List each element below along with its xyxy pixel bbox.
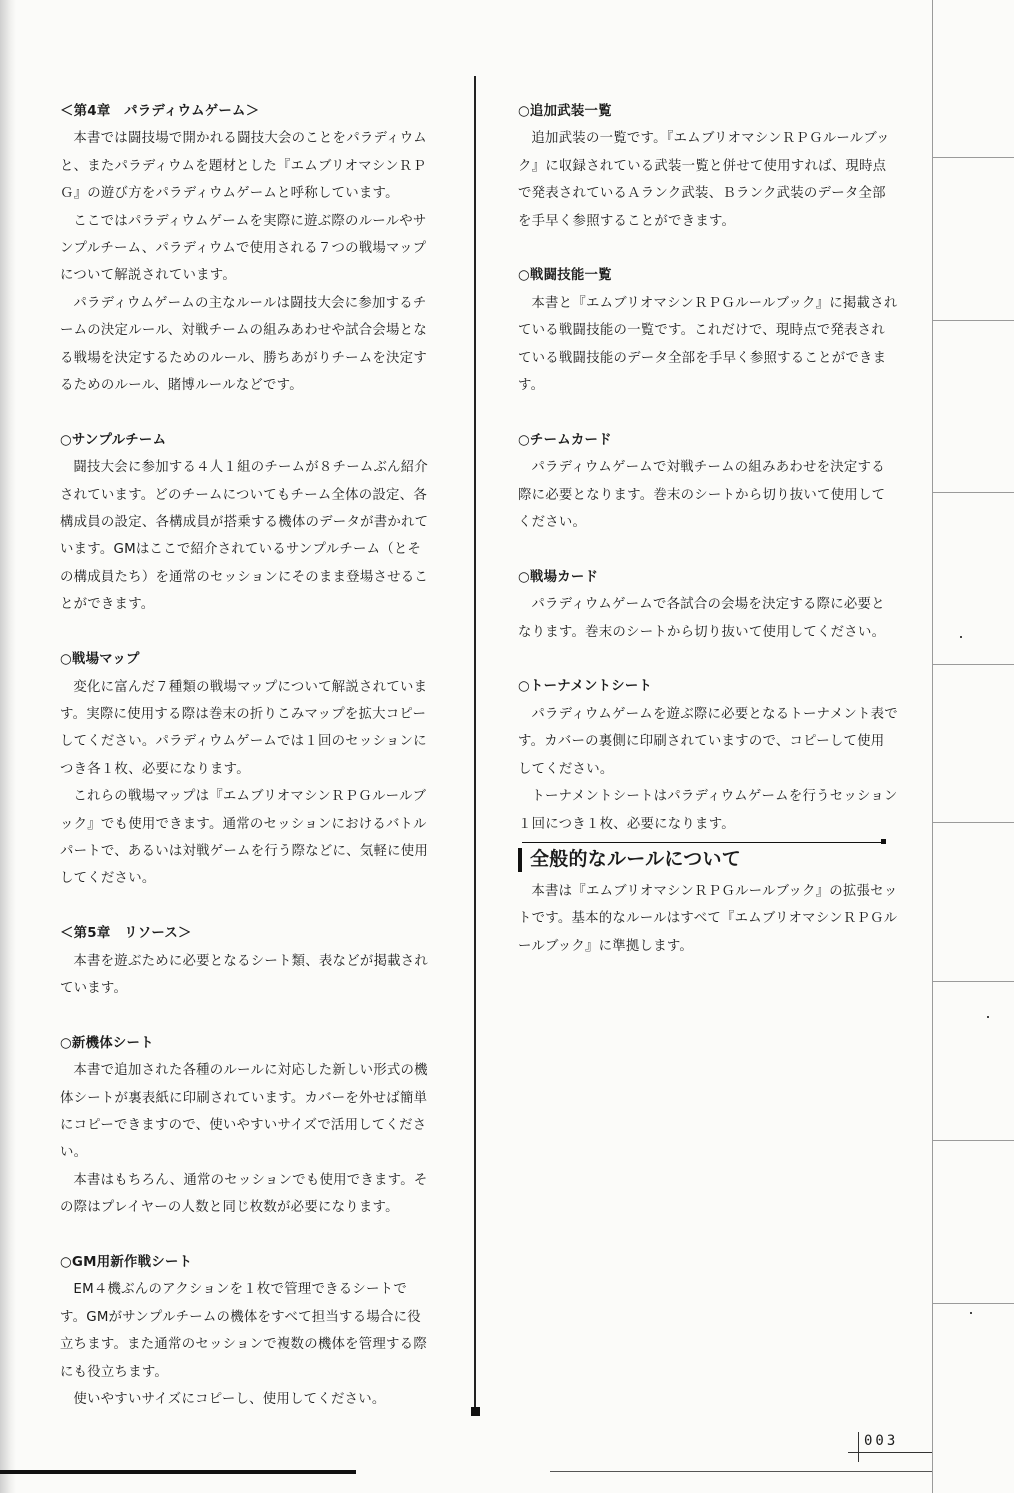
paragraph: ここではパラディウムゲームを実際に遊ぶ際のルールやサンプルチーム、パラディウムで使用される７つの戦場マップについて解説されています。 — [60, 213, 427, 284]
section-title — [518, 842, 898, 876]
paragraph: 追加武装の一覧です。『エムブリオマシンＲＰＧルールブック』に収録されている武装一覧と併せて使用すれば、現時点で発表されているＡランク武装、Ｂランク武装のデータ全部を手早く参照することができます。 — [518, 131, 890, 229]
paragraph: 本書はもちろん、通常のセッションでも使用できます。その際はプレイヤーの人数と同じ枚数が必要になります。 — [60, 1172, 428, 1216]
paragraph: これらの戦場マップは『エムブリオマシンＲＰＧルールブック』でも使用できます。通常のセッションにおけるバトルパートで、あるいは対戦ゲームを行う際などに、気軽に使用してください。 — [60, 789, 429, 887]
paragraph-gap — [60, 1222, 432, 1249]
paragraph: 変化に富んだ７種類の戦場マップについて解説されています。実際に使用する際は巻末の折りこみマップを拡大コピーしてください。パラディウムゲームでは１回のセッションにつき各１枚、必要になります。 — [60, 679, 428, 777]
paragraph-gap — [518, 646, 898, 673]
scan-edge-shadow — [0, 0, 16, 1493]
scan-speck — [970, 1312, 972, 1314]
index-tab-line — [932, 1303, 1014, 1304]
paragraph: 本書では闘技場で開かれる闘技大会のことをパラディウムと、またパラディウムを題材とした『エムブリオマシンＲＰＧ』の遊び方をパラディウムゲームと呼称しています。 — [60, 131, 427, 202]
bottom-rule-left — [0, 1470, 356, 1474]
section-title-rule — [522, 842, 886, 843]
section-title-mark — [881, 839, 886, 844]
column-divider-end-mark — [471, 1407, 480, 1416]
page-number-tick — [858, 1432, 859, 1462]
right-column — [518, 98, 898, 960]
section-heading: ○新機体シート — [60, 1035, 154, 1051]
section-title-text: 全般的なルールについて — [530, 847, 741, 870]
paragraph: 本書は『エムブリオマシンＲＰＧルールブック』の拡張セットです。基本的なルールはすべて『エムブリオマシンＲＰＧルールブック』に準拠します。 — [518, 883, 898, 954]
paragraph: 闘技大会に参加する４人１組のチームが８チームぶん紹介されています。どのチームについてもチーム全体の設定、各構成員の設定、各構成員が搭乗する機体のデータが書かれています。GMはここで紹介されているサンプルチーム（とその構成員たち）を通常のセッションにそのまま登場させることができます。 — [60, 460, 429, 613]
section-heading: ○追加武装一覧 — [518, 104, 612, 119]
paragraph-gap — [60, 399, 432, 426]
index-tab-line — [932, 822, 1014, 823]
paragraph-gap — [518, 399, 898, 426]
section-heading: ○戦闘技能一覧 — [518, 268, 612, 284]
index-tab-line — [932, 157, 1014, 158]
paragraph: トーナメントシートはパラディウムゲームを行うセッション１回につき１枚、必要になります。 — [518, 789, 898, 832]
paragraph-gap — [518, 235, 898, 262]
section-heading: ○チームカード — [518, 432, 612, 448]
page-number: 003 — [864, 1433, 899, 1449]
section-heading: ＜第5章 リソース＞ — [60, 926, 192, 942]
section-heading: ○GM用新作戦シート — [60, 1254, 193, 1270]
section-heading: ○トーナメントシート — [518, 679, 653, 695]
paragraph: パラディウムゲームで各試合の会場を決定する際に必要となります。巻末のシートから切り抜いて使用してください。 — [518, 597, 886, 640]
paragraph: パラディウムゲームを遊ぶ際に必要となるトーナメント表です。カバーの裏側に印刷されていますので、コピーして使用してください。 — [518, 706, 898, 777]
paragraph: EM４機ぶんのアクションを１枚で管理できるシートです。GMがサンプルチームの機体をすべて担当する場合に役立ちます。また通常のセッションで複数の機体を管理する際にも役立ちます。 — [60, 1282, 427, 1380]
right-margin-border — [932, 0, 933, 1493]
paragraph-gap — [60, 619, 432, 646]
paragraph: 本書と『エムブリオマシンＲＰＧルールブック』に掲載されている戦闘技能の一覧です。これだけで、現時点で発表されている戦闘技能のデータ全部を手早く参照することができます。 — [518, 295, 898, 394]
scan-speck — [960, 636, 962, 638]
paragraph: 使いやすいサイズにコピーし、使用してください。 — [73, 1392, 386, 1408]
paragraph: 本書で追加された各種のルールに対応した新しい形式の機体シートが裏表紙に印刷されています。カバーを外せば簡単にコピーできますので、使いやすいサイズで活用してください。 — [60, 1063, 428, 1161]
section-heading: ○サンプルチーム — [60, 432, 167, 448]
page-number-rule — [848, 1452, 932, 1453]
section-heading: ＜第4章 パラディウムゲーム＞ — [60, 104, 260, 119]
paragraph-gap — [60, 893, 432, 920]
paragraph: パラディウムゲームで対戦チームの組みあわせを決定する際に必要となります。巻末のシートから切り抜いて使用してください。 — [518, 460, 886, 531]
column-divider — [474, 76, 476, 1412]
index-tab-line — [932, 320, 1014, 321]
index-tab-line — [932, 981, 1014, 982]
section-title-bar — [518, 848, 522, 872]
paragraph: 本書を遊ぶために必要となるシート類、表などが掲載されています。 — [60, 953, 429, 996]
paragraph-gap — [60, 1002, 432, 1029]
section-heading: ○戦場マップ — [60, 652, 140, 668]
left-column — [60, 98, 432, 1413]
paragraph-gap — [518, 536, 898, 563]
paragraph: パラディウムゲームの主なルールは闘技大会に参加するチームの決定ルール、対戦チームの組みあわせや試合会場となる戦場を決定するためのルール、勝ちあがりチームを決定するためのルール、賭博ルールなどです。 — [60, 295, 427, 394]
index-tab-line — [932, 664, 1014, 665]
index-tab-line — [932, 492, 1014, 493]
index-tab-line — [932, 1140, 1014, 1141]
scan-speck — [987, 1016, 989, 1018]
bottom-rule-right — [550, 1471, 932, 1472]
section-heading: ○戦場カード — [518, 569, 599, 585]
